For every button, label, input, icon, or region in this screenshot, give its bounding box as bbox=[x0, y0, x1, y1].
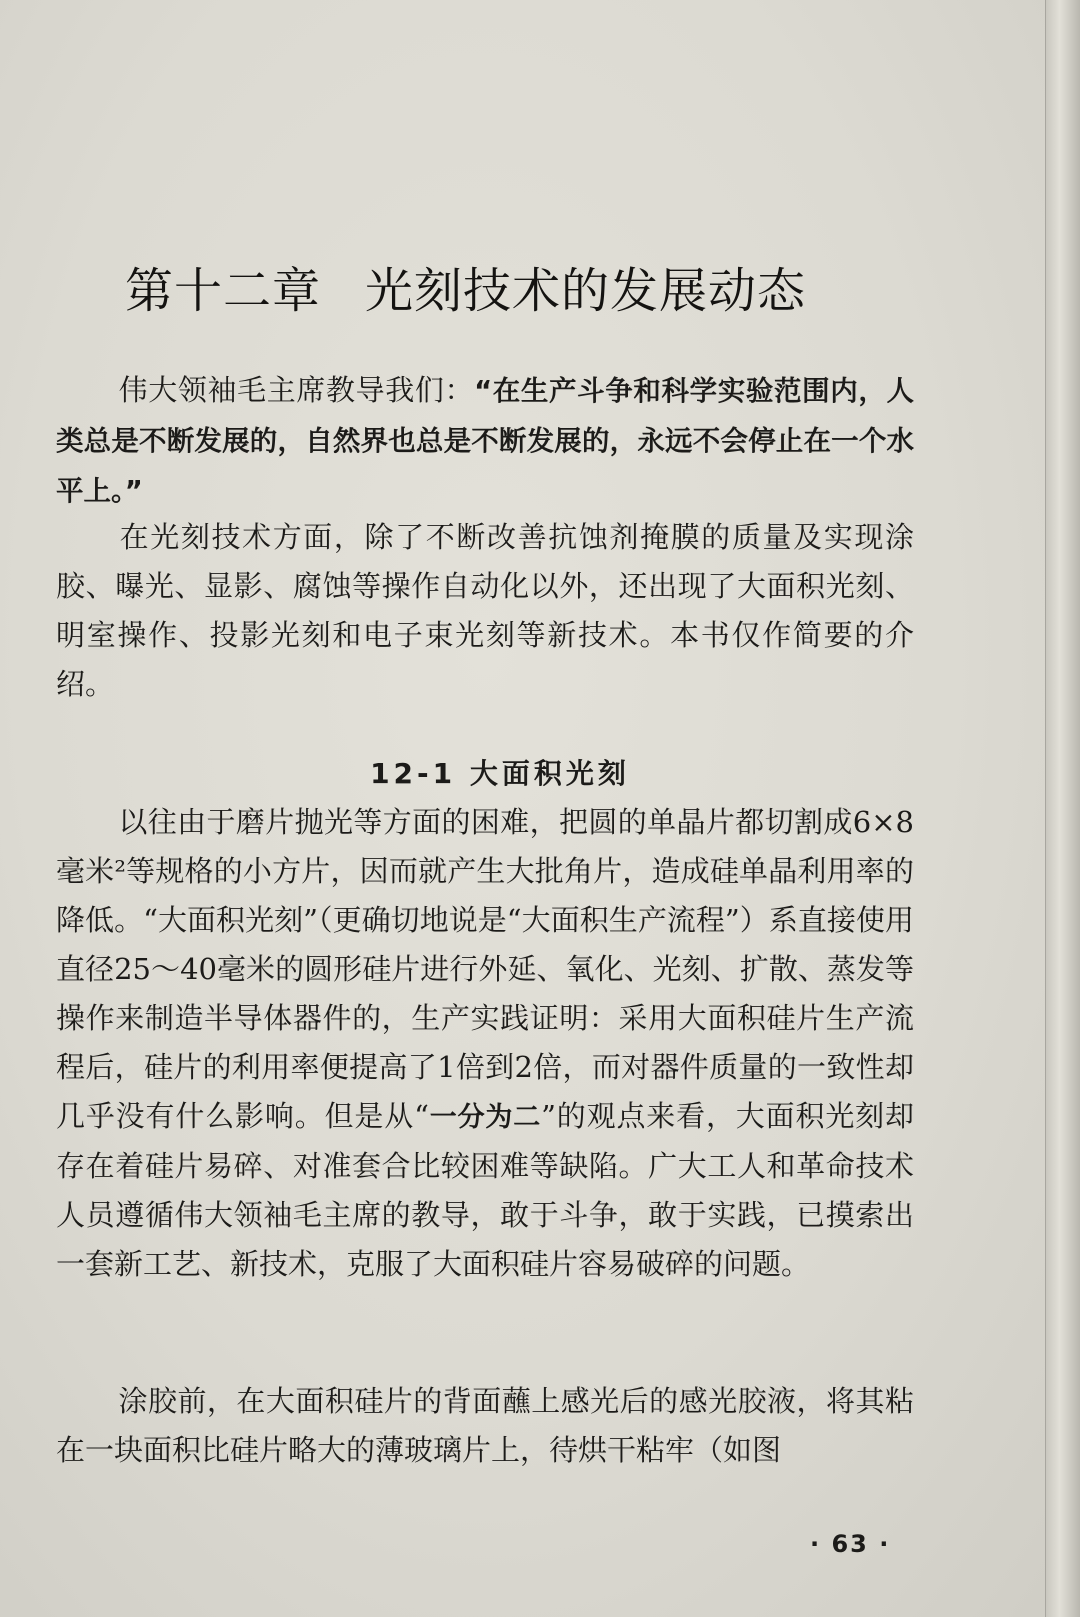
page-number: · 63 · bbox=[810, 1530, 891, 1558]
chapter-name: 光刻技术的发展动态 bbox=[365, 263, 807, 319]
paragraph-lithography-overview bbox=[56, 513, 914, 709]
paragraph-large-area bbox=[56, 798, 914, 1289]
intro-lead: 伟大领袖毛主席教导我们： bbox=[118, 373, 475, 407]
paragraph-text-pre: 以往由于磨片抛光等方面的困难，把圆的单晶片都切割成6×8毫米²等规格的小方片，因而就产生大批角片，造成硅单晶利用率的降低。“大面积光刻”（更确切地说是“大面积生产流程”）系直接使用直径25～40毫米的圆形硅片进行外延、氧化、光刻、扩散、蒸发等操作来制造半导体器件的，生产实践证明：采用大面积硅片生产流程后，硅片的利用率便提高了1倍到2倍，而对器件质量的一致性却几乎没有什么影响。但是从“ bbox=[56, 805, 914, 1133]
chapter-title bbox=[125, 252, 806, 321]
bold-term: 一分为二 bbox=[428, 1102, 542, 1133]
paragraph-text-post: ”的观点来看，大面积光刻却存在着硅片易碎、对准套合比较困难等缺陷。广大工人和革命技术人员遵循伟大领袖毛主席的教导，敢于斗争，敢于实践，已摸索出一套新工艺、新技术，克服了大面积硅片容易破碎的问题。 bbox=[56, 1099, 915, 1281]
paragraph-text: 涂胶前，在大面积硅片的背面蘸上感光后的感光胶液，将其粘在一块面积比硅片略大的薄玻璃片上，待烘干粘牢（如图 bbox=[56, 1384, 914, 1467]
section-title: 12-1 大面积光刻 bbox=[370, 757, 630, 790]
chapter-number: 第十二章 bbox=[125, 263, 322, 319]
paragraph-text: 在光刻技术方面，除了不断改善抗蚀剂掩膜的质量及实现涂胶、曝光、显影、腐蚀等操作自动化以外，还出现了大面积光刻、明室操作、投影光刻和电子束光刻等新技术。本书仅作简要的介绍。 bbox=[56, 520, 914, 701]
mao-quote: “在生产斗争和科学实验范围内，人类总是不断发展的，自然界也总是不断发展的，永远不会停止在一个水平上。” bbox=[56, 375, 914, 507]
intro-paragraph bbox=[56, 366, 914, 516]
page-edge bbox=[1045, 0, 1080, 1617]
paragraph-coating bbox=[56, 1377, 914, 1475]
